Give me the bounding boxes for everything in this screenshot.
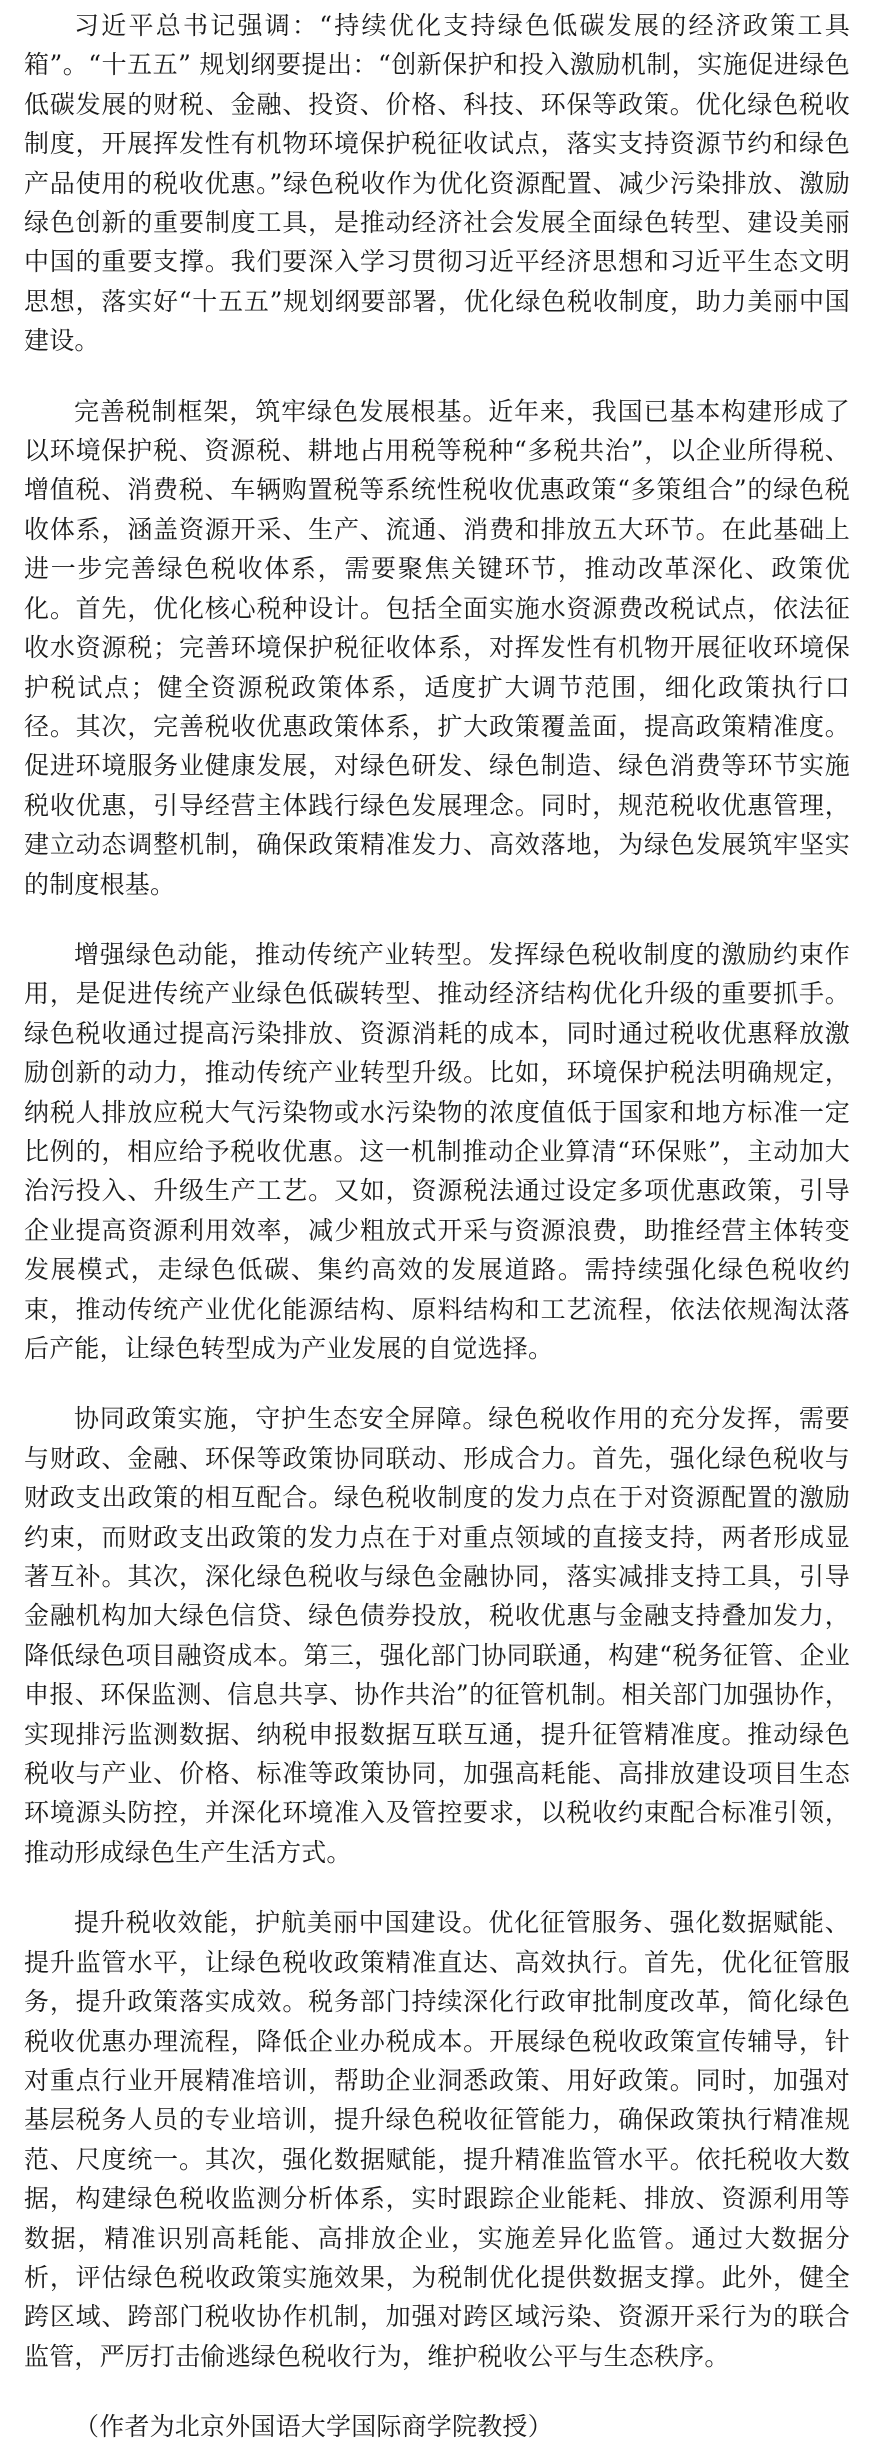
paragraph-tax-efficiency: 提升税收效能，护航美丽中国建设。优化征管服务、强化数据赋能、提升监管水平，让绿色税收政策精准直达、高效执行。首先，优化征管服务，提升政策落实成效。税务部门持续深化行政审批制度改革，简化绿色税收优惠办理流程，降低企业办税成本。开展绿色税收政策宣传辅导，针对重点行业开展精准培训，帮助企业洞悉政策、用好政策。同时，加强对基层税务人员的专业培训，提升绿色税收征管能力，确保政策执行精准规范、尺度统一。其次，强化数据赋能，提升精准监管水平。依托税收大数据，构建绿色税收监测分析体系，实时跟踪企业能耗、排放、资源利用等数据，精准识别高耗能、高排放企业，实施差异化监管。通过大数据分析，评估绿色税收政策实施效果，为税制优化提供数据支撑。此外，健全跨区域、跨部门税收协作机制，加强对跨区域污染、资源开采行为的联合监管，严厉打击偷逃绿色税收行为，维护税收公平与生态秩序。	[24, 1908, 850, 2371]
paragraph-green-momentum: 增强绿色动能，推动传统产业转型。发挥绿色税收制度的激励约束作用，是促进传统产业绿色低碳转型、推动经济结构优化升级的重要抓手。绿色税收通过提高污染排放、资源消耗的成本，同时通过税收优惠释放激励创新的动力，推动传统产业转型升级。比如，环境保护税法明确规定，纳税人排放应税大气污染物或水污染物的浓度值低于国家和地方标准一定比例的，相应给予税收优惠。这一机制推动企业算清“环保账”，主动加大治污投入、升级生产工艺。又如，资源税法通过设定多项优惠政策，引导企业提高资源利用效率，减少粗放式开采与资源浪费，助推经营主体转变发展模式，走绿色低碳、集约高效的发展道路。需持续强化绿色税收约束，推动传统产业优化能源结构、原料结构和工艺流程，依法依规淘汰落后产能，让绿色转型成为产业发展的自觉选择。	[24, 939, 850, 1363]
article-body	[24, 6, 850, 2447]
author-note: （作者为北京外国语大学国际商学院教授）	[74, 2412, 553, 2442]
paragraph-tax-framework: 完善税制框架，筑牢绿色发展根基。近年来，我国已基本构建形成了以环境保护税、资源税、耕地占用税等税种“多税共治”，以企业所得税、增值税、消费税、车辆购置税等系统性税收优惠政策“多策组合”的绿色税收体系，涵盖资源开采、生产、流通、消费和排放五大环节。在此基础上进一步完善绿色税收体系，需要聚焦关键环节，推动改革深化、政策优化。首先，优化核心税种设计。包括全面实施水资源费改税试点，依法征收水资源税；完善环境保护税征收体系，对挥发性有机物开展征收环境保护税试点；健全资源税政策体系，适度扩大调节范围，细化政策执行口径。其次，完善税收优惠政策体系，扩大政策覆盖面，提高政策精准度。促进环境服务业健康发展，对绿色研发、绿色制造、绿色消费等环节实施税收优惠，引导经营主体践行绿色发展理念。同时，规范税收优惠管理，建立动态调整机制，确保政策精准发力、高效落地，为绿色发展筑牢坚实的制度根基。	[24, 396, 850, 899]
paragraph-intro: 习近平总书记强调：“持续优化支持绿色低碳发展的经济政策工具箱”。“十五五” 规划纲要提出：“创新保护和投入激励机制，实施促进绿色低碳发展的财税、金融、投资、价格、科技、环保等政策。优化绿色税收制度，开展挥发性有机物环境保护税征收试点，落实支持资源节约和绿色产品使用的税收优惠。”绿色税收作为优化资源配置、减少污染排放、激励绿色创新的重要制度工具，是推动经济社会发展全面绿色转型、建设美丽中国的重要支撑。我们要深入学习贯彻习近平经济思想和习近平生态文明思想，落实好“十五五”规划纲要部署，优化绿色税收制度，助力美丽中国建设。	[24, 11, 850, 356]
paragraph-policy-coordination: 协同政策实施，守护生态安全屏障。绿色税收作用的充分发挥，需要与财政、金融、环保等政策协同联动、形成合力。首先，强化绿色税收与财政支出政策的相互配合。绿色税收制度的发力点在于对资源配置的激励约束，而财政支出政策的发力点在于对重点领域的直接支持，两者形成显著互补。其次，深化绿色税收与绿色金融协同，落实减排支持工具，引导金融机构加大绿色信贷、绿色债券投放，税收优惠与金融支持叠加发力，降低绿色项目融资成本。第三，强化部门协同联通，构建“税务征管、企业申报、环保监测、信息共享、协作共治”的征管机制。相关部门加强协作，实现排污监测数据、纳税申报数据互联互通，提升征管精准度。推动绿色税收与产业、价格、标准等政策协同，加强高耗能、高排放建设项目生态环境源头防控，并深化环境准入及管控要求，以税收约束配合标准引领，推动形成绿色生产生活方式。	[24, 1404, 850, 1867]
